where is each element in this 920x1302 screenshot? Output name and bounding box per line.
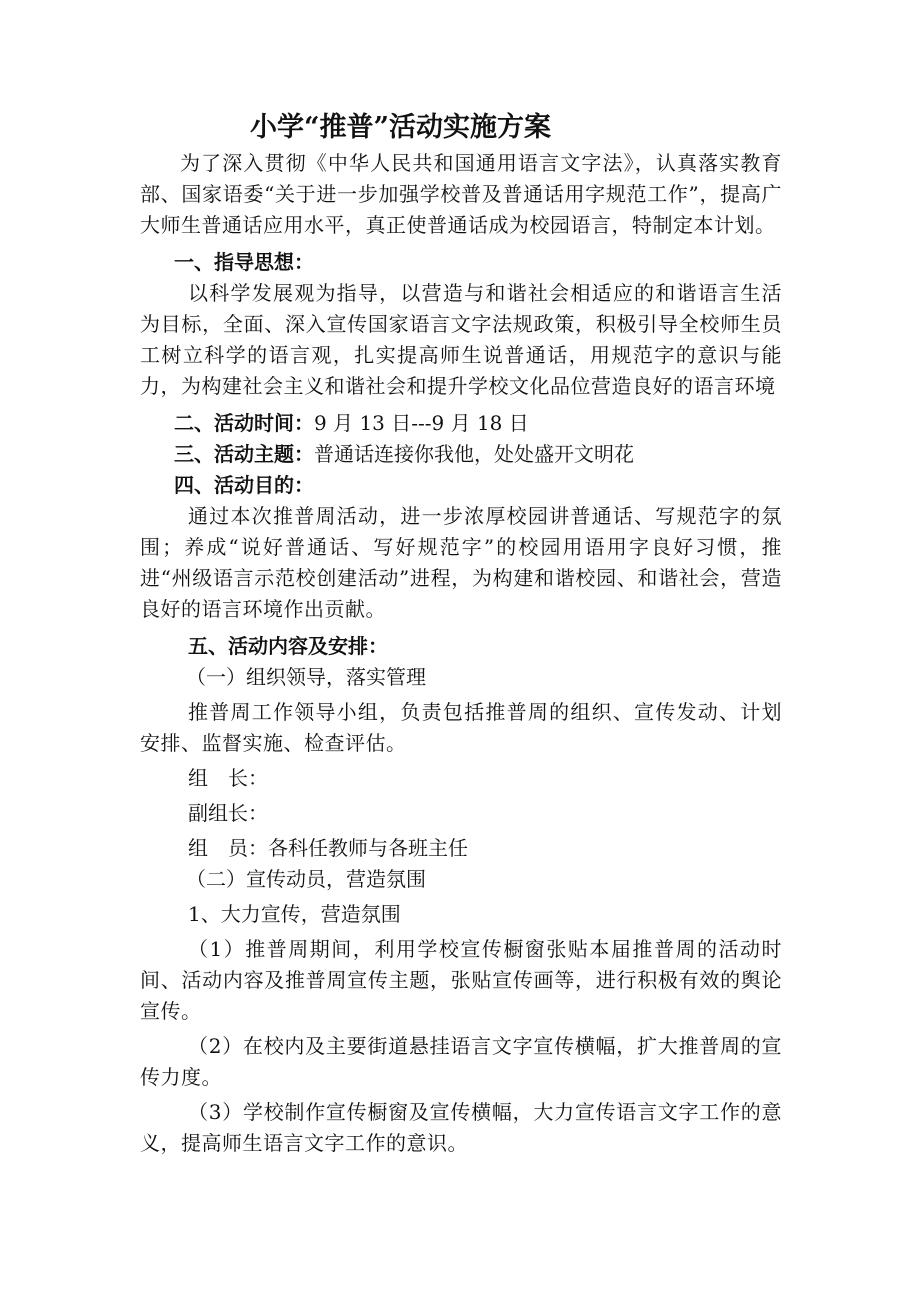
part-2-paragraph-2: （2）在校内及主要街道悬挂语言文字宣传横幅，扩大推普周的宣传力度。	[140, 1034, 782, 1089]
section-3-heading-text: 三、活动主题：	[174, 442, 314, 466]
part-2-paragraph-3: （3）学校制作宣传橱窗及宣传横幅，大力宣传语言文字工作的意义，提高师生语言文字工作的意识。	[140, 1100, 782, 1155]
part-2-item-1: 1、大力宣传，营造氛围	[188, 902, 401, 926]
group-members: 组 员：各科任教师与各班主任	[188, 836, 468, 860]
section-2-line	[140, 408, 782, 439]
section-3-line	[140, 439, 782, 470]
section-1-body: 以科学发展观为指导，以营造与和谐社会相适应的和谐语言生活为目标，全面、深入宣传国家语言文字法规政策，积极引导全校师生员工树立科学的语言观，扎实提高师生说普通话，用规范字的意识与能力，为构建社会主义和谐社会和提升学校文化品位营造良好的语言环境	[140, 281, 782, 398]
group-deputy: 副组长：	[188, 801, 268, 825]
section-4-heading-text: 四、活动目的：	[174, 473, 314, 497]
document-page	[140, 108, 782, 1159]
part-1-title: （一）组织领导，落实管理	[186, 665, 426, 689]
part-1-body: 推普周工作领导小组，负责包括推普周的组织、宣传发动、计划安排、监督实施、检查评估。	[140, 700, 782, 755]
section-1-heading-text: 一、指导思想：	[174, 250, 314, 274]
section-2-value: 9 月 13 日---9 月 18 日	[314, 411, 529, 435]
section-5-heading-text: 五、活动内容及安排：	[188, 634, 388, 658]
section-5-heading	[140, 631, 782, 662]
section-3-value: 普通话连接你我他，处处盛开文明花	[314, 442, 634, 466]
page-title: 小学“推普”活动实施方案	[250, 112, 552, 143]
section-4-body: 通过本次推普周活动，进一步浓厚校园讲普通话、写规范字的氛围；养成“说好普通话、写好规范字”的校园用语用字良好习惯，推进“州级语言示范校创建活动”进程，为构建和谐校园、和谐社会，营造良好的语言环境作出贡献。	[140, 504, 782, 621]
group-leader: 组 长：	[188, 766, 268, 790]
section-1-heading	[140, 247, 782, 278]
part-2-paragraph-1: （1）推普周期间，利用学校宣传橱窗张贴本届推普周的活动时间、活动内容及推普周宣传主题，张贴宣传画等，进行积极有效的舆论宣传。	[140, 937, 782, 1023]
part-2-title: （二）宣传动员，营造氛围	[186, 867, 426, 891]
section-2-heading-text: 二、活动时间：	[174, 411, 314, 435]
intro-paragraph: 为了深入贯彻《中华人民共和国通用语言文字法》，认真落实教育部、国家语委“关于进一步加强学校普及普通话用字规范工作”，提高广大师生普通话应用水平，真正使普通话成为校园语言，特制定本计划。	[140, 151, 782, 237]
section-4-heading	[140, 470, 782, 501]
